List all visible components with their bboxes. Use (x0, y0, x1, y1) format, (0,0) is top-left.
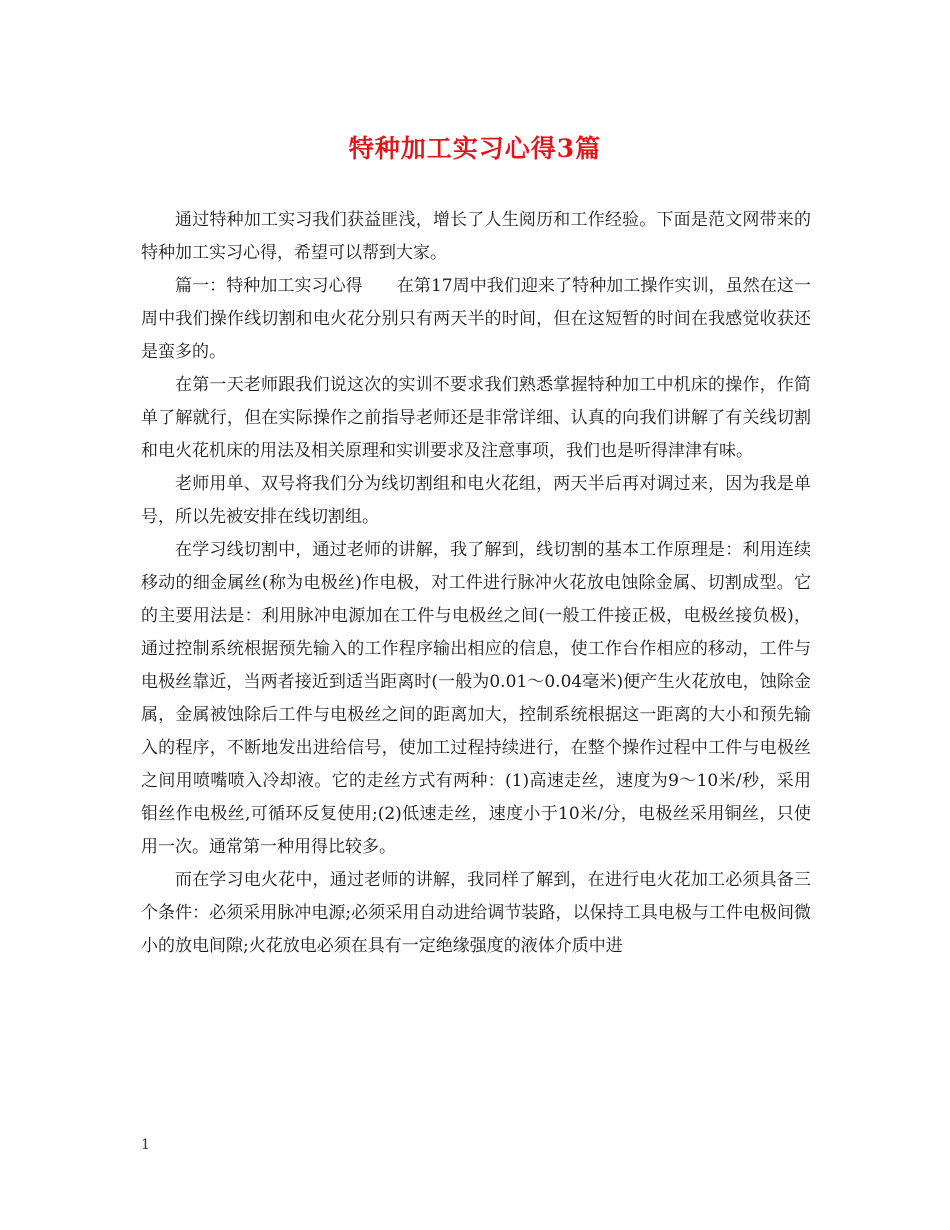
page-number: 1 (141, 1137, 150, 1153)
paragraph: 在学习线切割中，通过老师的讲解，我了解到，线切割的基本工作原理是：利用连续移动的细金属丝(称为电极丝)作电极，对工件进行脉冲火花放电蚀除金属、切割成型。它的主要用法是：利用脉冲电源加在工件与电极丝之间(一般工件接正极，电极丝接负极)，通过控制系统根据预先输入的工作程序输出相应的信息，使工作台作相应的移动，工件与电极丝靠近，当两者接近到适当距离时(一般为0.01～0.04毫米)便产生火花放电，蚀除金属，金属被蚀除后工件与电极丝之间的距离加大，控制系统根据这一距离的大小和预先输入的程序，不断地发出进给信号，使加工过程持续进行，在整个操作过程中工件与电极丝之间用喷嘴喷入冷却液。它的走丝方式有两种：(1)高速走丝，速度为9～10米/秒，采用钼丝作电极丝,可循环反复使用;(2)低速走丝，速度小于10米/分，电极丝采用铜丝，只使用一次。通常第一种用得比较多。 (141, 540, 811, 857)
document-body (141, 204, 811, 963)
document-title: 特种加工实习心得3篇 (348, 134, 602, 163)
paragraph: 而在学习电火花中，通过老师的讲解，我同样了解到，在进行电火花加工必须具备三个条件：必须采用脉冲电源;必须采用自动进给调节装路，以保持工具电极与工件电极间微小的放电间隙;火花放电必须在具有一定绝缘强度的液体介质中进 (141, 870, 811, 956)
paragraph: 通过特种加工实习我们获益匪浅，增长了人生阅历和工作经验。下面是范文网带来的特种加工实习心得，希望可以帮到大家。 (141, 210, 811, 263)
paragraph: 老师用单、双号将我们分为线切割组和电火花组，两天半后再对调过来，因为我是单号，所以先被安排在线切割组。 (141, 474, 811, 527)
paragraph: 在第一天老师跟我们说这次的实训不要求我们熟悉掌握特种加工中机床的操作，作简单了解就行，但在实际操作之前指导老师还是非常详细、认真的向我们讲解了有关线切割和电火花机床的用法及相关原理和实训要求及注意事项，我们也是听得津津有味。 (141, 375, 811, 461)
paragraph: 篇一：特种加工实习心得 在第17周中我们迎来了特种加工操作实训，虽然在这一周中我们操作线切割和电火花分别只有两天半的时间，但在这短暂的时间在我感觉收获还是蛮多的。 (141, 276, 811, 362)
